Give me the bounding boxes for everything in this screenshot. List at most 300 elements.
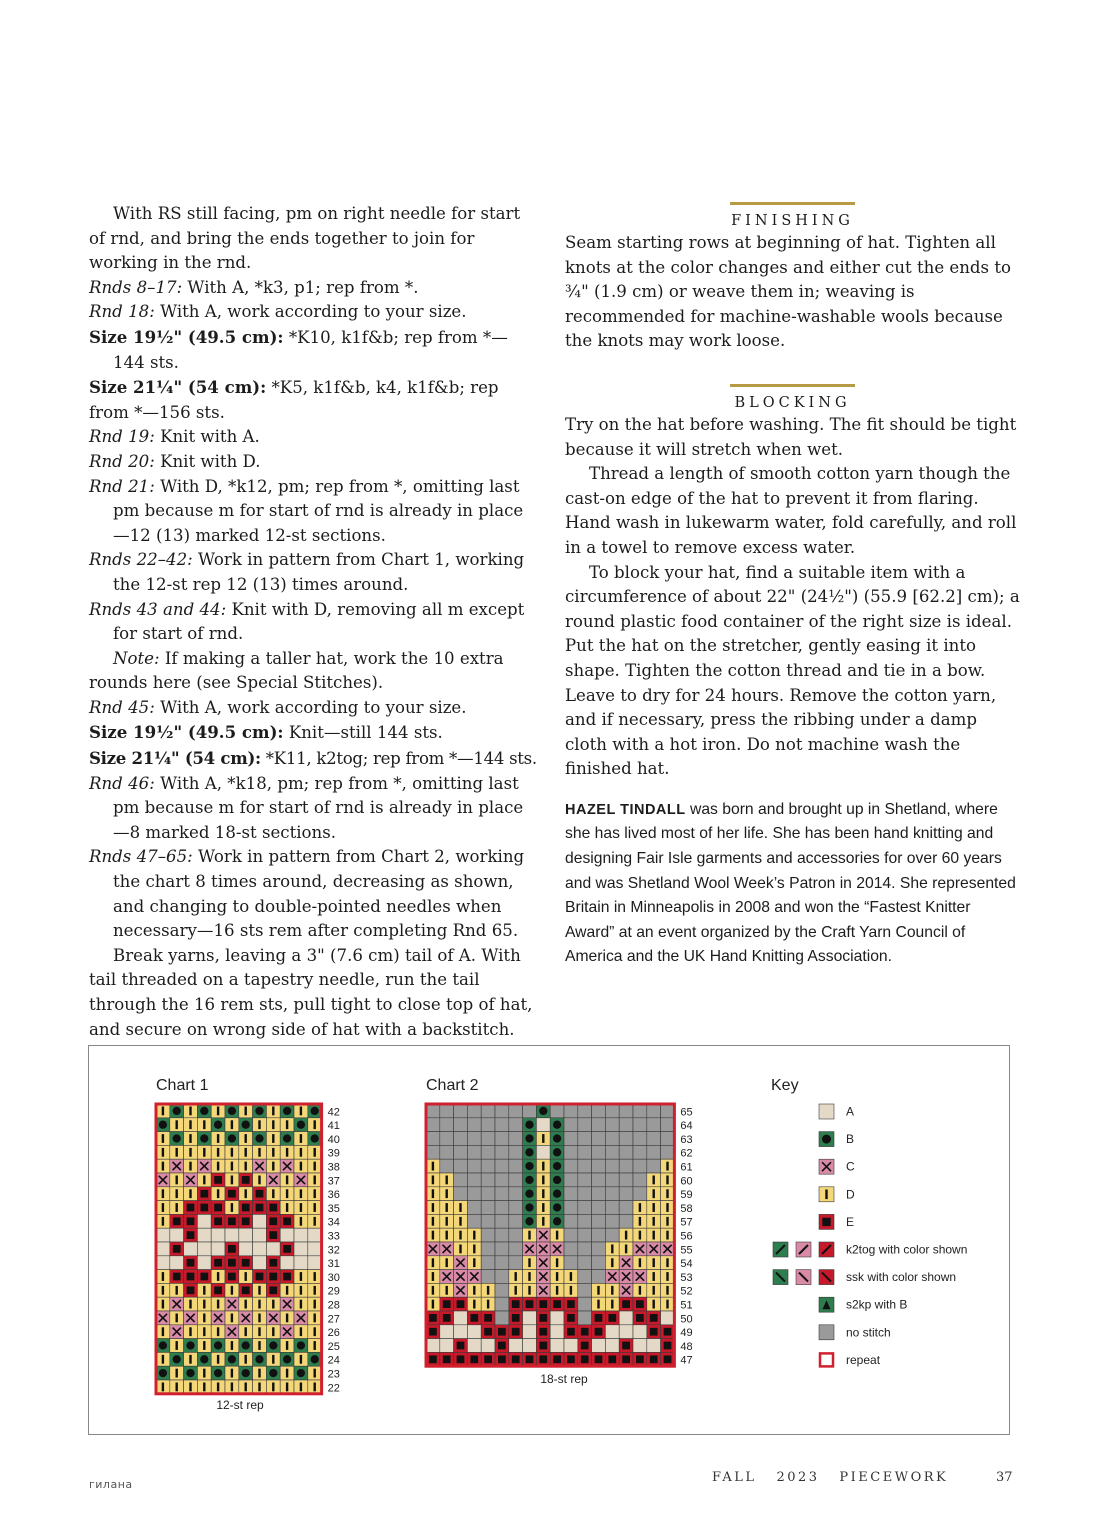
chart1-grid-cell-r18-c11-dot: [311, 1355, 319, 1363]
chart2-grid-cell-r7-c17-bar: [666, 1203, 668, 1212]
chart2-grid-cell-r17-c10: [564, 1339, 578, 1353]
chart1-grid-cell-r19-c8-dot: [269, 1369, 277, 1377]
chart2-grid-cell-r6-c15: [633, 1187, 647, 1201]
chart1-grid-cell-r3-c11-bar: [314, 1148, 316, 1157]
chart2-grid-cell-r6-c9-dot: [553, 1190, 561, 1198]
chart2-grid-cell-r4-c5: [495, 1159, 509, 1173]
blocking-heading: BLOCKING: [734, 394, 851, 411]
chart2-grid-cell-r0-c16: [647, 1104, 661, 1118]
chart1-grid-cell-r13-c6-square: [242, 1286, 250, 1294]
chart2-grid-cell-r6-c17-bar: [666, 1189, 668, 1198]
chart2-grid-cell-r14-c5: [495, 1297, 509, 1311]
chart2-grid-cell-r0-c9: [550, 1104, 564, 1118]
chart2-grid-cell-r14-c14-square: [622, 1300, 630, 1308]
chart1-grid-cell-r20-c2-bar: [189, 1382, 191, 1391]
chart1-grid-cell-r8-c3: [197, 1214, 211, 1228]
chart1-grid-cell-r6-c6-bar: [245, 1189, 247, 1198]
chart2-grid-cell-r0-c15: [633, 1104, 647, 1118]
chart1-grid-cell-r6-c11-bar: [314, 1189, 316, 1198]
chart2-grid-cell-r1-c1: [440, 1118, 454, 1132]
chart2-grid-cell-r13-c16-bar: [653, 1286, 655, 1295]
chart2-grid-cell-r1-c8: [536, 1118, 550, 1132]
chart1-rowlabels-label-14: 28: [327, 1299, 340, 1312]
chart2-grid-cell-r3-c10: [564, 1145, 578, 1159]
chart2-grid-cell-r3-c12: [592, 1145, 606, 1159]
chart2-grid-cell-r6-c12: [592, 1187, 606, 1201]
chart2-grid-cell-r0-c11: [578, 1104, 592, 1118]
chart1-grid-cell-r10-c8: [266, 1242, 280, 1256]
chart2-grid-cell-r6-c1-bar: [446, 1189, 448, 1198]
chart2-grid-cell-r17-c14-square: [622, 1342, 630, 1350]
chart1-grid-cell-r19-c4-dot: [214, 1369, 222, 1377]
chart1-grid-cell-r6-c8-bar: [272, 1189, 274, 1198]
chart1-grid-cell-r6-c0-bar: [162, 1189, 164, 1198]
chart2-grid-cell-r14-c8-square: [539, 1300, 547, 1308]
chart2-grid-cell-r6-c2: [454, 1187, 468, 1201]
chart2-grid-cell-r13-c12-bar: [597, 1286, 599, 1295]
chart1-grid-cell-r4-c2-bar: [189, 1162, 191, 1171]
chart2-grid-cell-r17-c11-square: [581, 1342, 589, 1350]
chart2-grid-cell-r18-c15-square: [636, 1355, 644, 1363]
chart2-grid-cell-r8-c8-bar: [542, 1217, 544, 1226]
chart2-grid-cell-r15-c13-square: [608, 1314, 616, 1322]
chart2-grid-cell-r4-c0-bar: [432, 1162, 434, 1171]
chart1-grid-cell-r16-c7-bar: [258, 1327, 260, 1336]
chart1-grid-cell-r10-c10: [294, 1242, 308, 1256]
chart2-grid-cell-r15-c4-square: [484, 1314, 492, 1322]
chart2-grid-cell-r18-c8-square: [539, 1355, 547, 1363]
chart2-grid-cell-r13-c11: [578, 1283, 592, 1297]
chart2-grid-cell-r18-c17-square: [664, 1355, 672, 1363]
chart2-grid-cell-r3-c8: [536, 1145, 550, 1159]
chart1-grid-cell-r10-c7: [253, 1242, 267, 1256]
chart2-grid-cell-r10-c13-bar: [611, 1244, 613, 1253]
chart1-grid-cell-r7-c2-square: [187, 1204, 195, 1212]
chart2-grid-cell-r18-c13-square: [608, 1355, 616, 1363]
chart1-grid-cell-r12-c9-square: [283, 1273, 291, 1281]
chart2-grid-cell-r1-c16: [647, 1118, 661, 1132]
chart1-grid-cell-r1-c3-bar: [203, 1120, 205, 1129]
size-large-rnd-45: Size 21¼" (54 cm): *K11, k2tog; rep from *—144 sts.: [89, 748, 537, 769]
chart1-rowlabels-label-19: 23: [327, 1368, 340, 1381]
chart2-grid-cell-r9-c11: [578, 1228, 592, 1242]
chart1-grid-cell-r3-c4-bar: [217, 1148, 219, 1157]
chart2-grid-cell-r9-c0-bar: [432, 1231, 434, 1240]
chart2-grid-cell-r5-c11: [578, 1173, 592, 1187]
key-item-A-swatch: [819, 1104, 834, 1119]
chart2-grid-cell-r13-c1-bar: [446, 1286, 448, 1295]
chart2-grid-cell-r18-c4-square: [484, 1355, 492, 1363]
chart1-grid-cell-r1-c1-bar: [176, 1120, 178, 1129]
chart2-grid-cell-r8-c1-bar: [446, 1217, 448, 1226]
chart1-grid-cell-r9-c3: [197, 1228, 211, 1242]
chart2-grid-cell-r9-c2-bar: [459, 1231, 461, 1240]
chart2-grid-cell-r17-c1: [440, 1339, 454, 1353]
chart2-rowlabels-label-4: 61: [680, 1161, 693, 1174]
chart1-rowlabels-label-10: 32: [327, 1244, 340, 1257]
chart2-grid-cell-r17-c12: [592, 1339, 606, 1353]
chart1-grid-cell-r1-c2-bar: [189, 1120, 191, 1129]
chart2-grid-cell-r6-c4: [481, 1187, 495, 1201]
chart1-grid-cell-r5-c11-bar: [314, 1175, 316, 1184]
chart1-grid-cell-r0-c4-bar: [217, 1106, 219, 1115]
chart2-grid-cell-r17-c6: [509, 1339, 523, 1353]
chart2-grid-cell-r11-c0-bar: [432, 1258, 434, 1267]
chart1-grid-cell-r12-c0-bar: [162, 1272, 164, 1281]
chart2-grid-cell-r10-c5: [495, 1242, 509, 1256]
chart1-grid-cell-r10-c6: [239, 1242, 253, 1256]
chart2-grid-cell-r10-c4: [481, 1242, 495, 1256]
chart2-grid-cell-r7-c10: [564, 1201, 578, 1215]
chart2-grid-cell-r6-c7-dot: [525, 1190, 533, 1198]
chart2-grid: [426, 1104, 674, 1366]
chart1-grid-cell-r3-c9-bar: [286, 1148, 288, 1157]
instruction-rnds-47-65: Rnds 47–65: Work in pattern from Chart 2, working the chart 8 times around, decreasing as shown, and changing to double-pointed needles when necessary—16 sts rem after completing Rnd 65.: [89, 847, 525, 941]
chart2-grid-cell-r5-c9-dot: [553, 1176, 561, 1184]
chart2-grid-cell-r11-c5: [495, 1256, 509, 1270]
chart2-grid-cell-r2-c10: [564, 1132, 578, 1146]
chart1-grid-cell-r6-c7-square: [256, 1190, 264, 1198]
chart1-grid-cell-r13-c5-bar: [231, 1286, 233, 1295]
chart1-grid-cell-r12-c6-bar: [245, 1272, 247, 1281]
chart1-grid-cell-r2-c6-bar: [245, 1134, 247, 1143]
chart1-grid-cell-r5-c4-square: [214, 1176, 222, 1184]
chart1-grid-cell-r7-c1-bar: [176, 1203, 178, 1212]
chart2-grid-cell-r5-c13: [605, 1173, 619, 1187]
chart1-grid-cell-r17-c10-dot: [297, 1341, 305, 1349]
chart2-grid-cell-r13-c3-bar: [473, 1286, 475, 1295]
chart1-grid-cell-r5-c3-bar: [203, 1175, 205, 1184]
chart2-grid-cell-r16-c3: [467, 1325, 481, 1339]
chart2-grid-cell-r6-c3: [467, 1187, 481, 1201]
chart1-grid-cell-r19-c3-bar: [203, 1369, 205, 1378]
instruction-rnd-45: Rnd 45: With A, work according to your size.: [89, 697, 467, 717]
chart1-grid-cell-r0-c3-dot: [200, 1107, 208, 1115]
chart1-grid-cell-r19-c11-bar: [314, 1369, 316, 1378]
chart2-grid-cell-r16-c16-square: [650, 1328, 658, 1336]
instruction-rnds-22-42: Rnds 22–42: Work in pattern from Chart 1, working the 12-st rep 12 (13) times around.: [89, 550, 525, 594]
chart1-grid-cell-r6-c1-bar: [176, 1189, 178, 1198]
chart1-grid-cell-r11-c1: [170, 1256, 184, 1270]
chart1-grid-cell-r4-c6-bar: [245, 1162, 247, 1171]
chart2-rowlabels-label-17: 48: [680, 1340, 693, 1353]
chart2-grid-cell-r15-c11: [578, 1311, 592, 1325]
chart1-grid-cell-r7-c8-square: [269, 1204, 277, 1212]
chart2-rowlabels-label-7: 58: [680, 1202, 693, 1215]
chart1-grid-cell-r13-c9-bar: [286, 1286, 288, 1295]
instruction-rnd-21: Rnd 21: With D, *k12, pm; rep from *, omitting last pm because m for start of rnd is already in place—12 (13) marked 12-st sections.: [89, 476, 524, 545]
chart1-grid-cell-r18-c9-dot: [283, 1355, 291, 1363]
chart2-grid-cell-r4-c1: [440, 1159, 454, 1173]
charts-figure: [89, 1046, 1009, 1434]
chart2-grid-cell-r0-c3: [467, 1104, 481, 1118]
chart1-grid-cell-r10-c9-square: [283, 1245, 291, 1253]
chart2-grid-cell-r18-c6-square: [512, 1355, 520, 1363]
author-bio: HAZEL TINDALL was born and brought up in Shetland, where she has lived most of her life. She has been hand knitting and designing Fair Isle garments and accessories for over 60 years and was Shetland Wool Week’s Patron in 2014. She represented Britain in Minneapolis in 2008 and won the “Fastest Knitter Award” at an event organized by the Craft Yarn Council of America and the UK Hand Knitting Association.: [565, 800, 1016, 966]
chart1-grid-cell-r7-c10-bar: [300, 1203, 302, 1212]
chart1-rowlabels-label-5: 37: [327, 1175, 340, 1188]
chart2-grid-cell-r14-c15-square: [636, 1300, 644, 1308]
chart2-grid-cell-r7-c14: [619, 1201, 633, 1215]
chart2-grid-cell-r16-c0-square: [429, 1328, 437, 1336]
chart1-grid-cell-r12-c2-square: [187, 1273, 195, 1281]
chart1-grid-cell-r11-c7: [253, 1256, 267, 1270]
chart1-rowlabels-label-9: 33: [327, 1230, 340, 1243]
chart2-grid-cell-r14-c17-bar: [666, 1300, 668, 1309]
chart2-grid-cell-r3-c3: [467, 1145, 481, 1159]
chart2-grid-cell-r0-c7: [523, 1104, 537, 1118]
chart2-grid-cell-r18-c16-square: [650, 1355, 658, 1363]
chart1-grid-cell-r14-c8-bar: [272, 1300, 274, 1309]
chart1-grid-cell-r19-c5-bar: [231, 1369, 233, 1378]
key-item-A-label: A: [846, 1104, 855, 1119]
chart1-grid-cell-r7-c5-bar: [231, 1203, 233, 1212]
chart1-grid-cell-r10-c0: [156, 1242, 170, 1256]
chart2-grid-cell-r13-c0-bar: [432, 1286, 434, 1295]
chart1-grid-cell-r18-c0-bar: [162, 1355, 164, 1364]
chart2-grid-cell-r1-c14: [619, 1118, 633, 1132]
chart2-grid-cell-r0-c4: [481, 1104, 495, 1118]
chart1-grid-cell-r11-c0: [156, 1256, 170, 1270]
chart2-grid-cell-r7-c11: [578, 1201, 592, 1215]
chart2-rowlabels-label-2: 63: [680, 1133, 693, 1146]
chart1-grid-cell-r19-c9-bar: [286, 1369, 288, 1378]
chart2-grid-cell-r2-c2: [454, 1132, 468, 1146]
chart1-grid-cell-r12-c4-bar: [217, 1272, 219, 1281]
chart1-grid-cell-r1-c10-dot: [297, 1121, 305, 1129]
chart2-grid-cell-r7-c8-bar: [542, 1203, 544, 1212]
chart1-rowlabels-label-18: 24: [327, 1354, 340, 1367]
chart1-grid-cell-r2-c4-bar: [217, 1134, 219, 1143]
size-small-rnd-18: Size 19½" (49.5 cm): *K10, k1f&b; rep from *—144 sts.: [89, 326, 508, 372]
chart2-grid-cell-r8-c9-dot: [553, 1217, 561, 1225]
chart2-grid-cell-r11-c7-bar: [528, 1258, 530, 1267]
chart1-grid-cell-r11-c11: [308, 1256, 322, 1270]
chart2-grid-cell-r17-c4: [481, 1339, 495, 1353]
chart1-grid-cell-r8-c8-square: [269, 1217, 277, 1225]
chart2-grid-cell-r17-c17-square: [664, 1342, 672, 1350]
chart2-grid-cell-r17-c0: [426, 1339, 440, 1353]
chart2-grid-cell-r5-c2: [454, 1173, 468, 1187]
blocking-rule: [730, 384, 855, 387]
key-item-repeat-label: repeat: [846, 1352, 881, 1367]
chart2-grid-cell-r17-c2-square: [457, 1342, 465, 1350]
chart2-grid-cell-r1-c5: [495, 1118, 509, 1132]
chart1-grid-cell-r20-c10-bar: [300, 1382, 302, 1391]
chart1-grid-cell-r19-c1-bar: [176, 1369, 178, 1378]
chart1-grid-cell-r17-c8-dot: [269, 1341, 277, 1349]
chart1-grid-cell-r0-c10-bar: [300, 1106, 302, 1115]
chart2-grid-cell-r12-c10-bar: [570, 1272, 572, 1281]
chart1-grid-cell-r4-c5-bar: [231, 1162, 233, 1171]
chart2-grid-cell-r16-c10-square: [567, 1328, 575, 1336]
chart2-grid-cell-r8-c14: [619, 1214, 633, 1228]
chart2-grid-cell-r2-c7-dot: [525, 1134, 533, 1142]
footer-issue: FALL 2023 PIECEWORK: [712, 1470, 949, 1485]
chart2-grid-cell-r18-c9-square: [553, 1355, 561, 1363]
chart1-grid-cell-r6-c5-square: [228, 1190, 236, 1198]
chart1-grid-cell-r18-c7-dot: [255, 1355, 263, 1363]
chart2-grid-cell-r3-c6: [509, 1145, 523, 1159]
chart1-grid-cell-r18-c5-dot: [228, 1355, 236, 1363]
chart2-grid-cell-r1-c15: [633, 1118, 647, 1132]
chart1-grid-cell-r2-c0-bar: [162, 1134, 164, 1143]
chart1-rowlabels-label-1: 41: [327, 1120, 340, 1133]
note-paragraph: Note: If making a taller hat, work the 10 extra rounds here (see Special Stitches).: [89, 648, 504, 693]
chart2-rowlabels-label-10: 55: [680, 1244, 693, 1257]
chart1-grid-cell-r9-c8-square: [269, 1231, 277, 1239]
chart2-grid-cell-r11-c9-bar: [556, 1258, 558, 1267]
chart2-grid-cell-r1-c0: [426, 1118, 440, 1132]
chart2-rowlabels-label-11: 54: [680, 1258, 693, 1271]
chart2-grid-cell-r3-c4: [481, 1145, 495, 1159]
chart1-grid-cell-r2-c8-bar: [272, 1134, 274, 1143]
chart1-grid-cell-r8-c5-square: [228, 1217, 236, 1225]
chart1-grid-cell-r19-c2-dot: [186, 1369, 194, 1377]
chart2-grid-cell-r14-c4-bar: [487, 1300, 489, 1309]
chart2-grid-cell-r8-c13: [605, 1214, 619, 1228]
chart1-grid-cell-r15-c7-bar: [258, 1313, 260, 1322]
chart1-grid-cell-r12-c7-square: [256, 1273, 264, 1281]
chart2-rowlabels-label-1: 64: [680, 1120, 693, 1133]
chart2-grid-cell-r11-c6: [509, 1256, 523, 1270]
chart1-grid-cell-r3-c6-bar: [245, 1148, 247, 1157]
key-item-B-swatch-dot: [822, 1135, 831, 1144]
chart1-grid-cell-r14-c0-bar: [162, 1300, 164, 1309]
chart2-grid-cell-r18-c14-square: [622, 1355, 630, 1363]
chart2-grid-cell-r11-c11: [578, 1256, 592, 1270]
chart2-grid-cell-r2-c4: [481, 1132, 495, 1146]
chart1-grid-cell-r11-c8-square: [269, 1259, 277, 1267]
chart1-grid-cell-r3-c3-bar: [203, 1148, 205, 1157]
instruction-rnd-19: Rnd 19: Knit with A.: [89, 427, 260, 447]
chart2-title: Chart 2: [426, 1077, 479, 1094]
chart2-grid-cell-r14-c12-bar: [597, 1300, 599, 1309]
chart1-grid-cell-r8-c2-square: [187, 1217, 195, 1225]
chart1-grid-cell-r17-c5-bar: [231, 1341, 233, 1350]
chart1-rowlabels-label-3: 39: [327, 1147, 340, 1160]
chart1-grid-cell-r11-c2-square: [187, 1259, 195, 1267]
chart1-rowlabels-label-20: 22: [327, 1382, 340, 1395]
chart2-grid-cell-r3-c0: [426, 1145, 440, 1159]
chart1-grid-cell-r0-c9-dot: [283, 1107, 291, 1115]
chart2-grid-cell-r15-c8-square: [539, 1314, 547, 1322]
chart2-grid-cell-r18-c7-square: [526, 1355, 534, 1363]
chart2-grid-cell-r7-c15-bar: [639, 1203, 641, 1212]
chart1-grid-cell-r12-c8-square: [269, 1273, 277, 1281]
chart2-grid-cell-r15-c6-square: [512, 1314, 520, 1322]
chart2-rowlabels-label-5: 60: [680, 1175, 693, 1188]
chart1-grid-cell-r14-c6-bar: [245, 1300, 247, 1309]
chart1-grid-cell-r9-c9: [280, 1228, 294, 1242]
chart1-grid-cell-r10-c5-square: [228, 1245, 236, 1253]
chart1-grid-cell-r15-c9-bar: [286, 1313, 288, 1322]
chart2-grid-cell-r7-c2-bar: [459, 1203, 461, 1212]
chart1-grid-cell-r0-c2-bar: [189, 1106, 191, 1115]
chart2-grid-cell-r8-c10: [564, 1214, 578, 1228]
chart2-grid-cell-r8-c5: [495, 1214, 509, 1228]
chart1-grid-cell-r18-c3-dot: [200, 1355, 208, 1363]
chart2-grid-cell-r18-c0-square: [429, 1355, 437, 1363]
chart1-grid-cell-r7-c7-square: [256, 1204, 264, 1212]
chart2-grid-cell-r2-c14: [619, 1132, 633, 1146]
chart2-grid-cell-r4-c11: [578, 1159, 592, 1173]
chart2-grid-cell-r17-c15: [633, 1339, 647, 1353]
chart2-grid-cell-r4-c12: [592, 1159, 606, 1173]
chart2-grid-cell-r1-c9-dot: [553, 1121, 561, 1129]
chart1-rowlabels-label-12: 30: [327, 1271, 340, 1284]
chart2-grid-cell-r16-c8-square: [539, 1328, 547, 1336]
chart2-grid-cell-r4-c6: [509, 1159, 523, 1173]
chart1-grid-cell-r3-c0-bar: [162, 1148, 164, 1157]
chart2-grid-cell-r12-c0-bar: [432, 1272, 434, 1281]
chart1-grid-cell-r7-c4-square: [214, 1204, 222, 1212]
chart1-grid-cell-r19-c0-dot: [159, 1369, 167, 1377]
chart2-grid-cell-r0-c6: [509, 1104, 523, 1118]
chart2-grid-cell-r2-c1: [440, 1132, 454, 1146]
chart2-grid-cell-r9-c4: [481, 1228, 495, 1242]
chart2-grid-cell-r9-c5: [495, 1228, 509, 1242]
chart2-grid-cell-r8-c0-bar: [432, 1217, 434, 1226]
key-item-k2tog-label: k2tog with color shown: [846, 1242, 968, 1257]
chart1-grid-cell-r17-c3-bar: [203, 1341, 205, 1350]
chart2-grid-cell-r5-c4: [481, 1173, 495, 1187]
chart1-grid-cell-r9-c5: [225, 1228, 239, 1242]
chart1-rowlabels-label-8: 34: [327, 1216, 340, 1229]
finishing-heading: FINISHING: [731, 213, 854, 229]
chart1-rowlabels-label-4: 38: [327, 1161, 340, 1174]
chart2-grid-cell-r7-c1-bar: [446, 1203, 448, 1212]
chart1-grid-cell-r20-c0-bar: [162, 1382, 164, 1391]
chart2-grid-cell-r11-c12: [592, 1256, 606, 1270]
chart1-grid-cell-r14-c11-bar: [314, 1300, 316, 1309]
chart1-rowlabels-label-13: 29: [327, 1285, 340, 1298]
chart2-grid-cell-r0-c2: [454, 1104, 468, 1118]
chart2-grid-cell-r11-c10: [564, 1256, 578, 1270]
chart1-grid-cell-r16-c6-bar: [245, 1327, 247, 1336]
chart2-grid-cell-r18-c10-square: [567, 1355, 575, 1363]
chart2-grid-cell-r7-c13: [605, 1201, 619, 1215]
chart1-grid-cell-r7-c0-bar: [162, 1203, 164, 1212]
chart1-grid-cell-r12-c3-square: [200, 1273, 208, 1281]
chart1-grid-cell-r15-c1-bar: [176, 1313, 178, 1322]
chart2-grid-cell-r12-c11: [578, 1270, 592, 1284]
chart2-grid-cell-r5-c5: [495, 1173, 509, 1187]
intro-paragraph: With RS still facing, pm on right needle for start of rnd, and bring the ends together to join for working in the rnd.: [89, 204, 521, 273]
blocking-paragraph-3: To block your hat, find a suitable item with a circumference of about 22" (24½") (55.9 [62.2] cm); a round plastic food container of the right size is ideal. Put the hat on the stretcher, gently easing it into shape. Tighten the cotton thread and tie in a bow. Leave to dry for 24 hours. Remove the cotton yarn, and if necessary, press the ribbing under a damp cloth with a hot iron. Do not machine wash the finished hat.: [565, 562, 1020, 779]
chart2-grid-cell-r8-c15-bar: [639, 1217, 641, 1226]
chart2-grid-cell-r9-c3-bar: [473, 1231, 475, 1240]
chart1-grid-cell-r3-c7-bar: [258, 1148, 260, 1157]
size-large-rnd-18: Size 21¼" (54 cm): *K5, k1f&b, k4, k1f&b; rep from *—156 sts.: [89, 377, 499, 422]
key-item-E-label: E: [846, 1214, 855, 1229]
chart2-grid-cell-r2-c13: [605, 1132, 619, 1146]
chart2-rowlabels-label-12: 53: [680, 1271, 693, 1284]
chart2-grid-cell-r11-c3-bar: [473, 1258, 475, 1267]
chart2-grid-cell-r3-c1: [440, 1145, 454, 1159]
chart2-grid-cell-r15-c16-square: [650, 1314, 658, 1322]
chart1-caption: 12-st rep: [216, 1398, 264, 1412]
chart2-grid-cell-r9-c1-bar: [446, 1231, 448, 1240]
instruction-rnds-8-17: Rnds 8–17: With A, *k3, p1; rep from *.: [89, 277, 419, 297]
chart1-grid-cell-r2-c1-dot: [173, 1134, 181, 1142]
chart1-grid-cell-r6-c2-bar: [189, 1189, 191, 1198]
chart1-grid-cell-r17-c9-bar: [286, 1341, 288, 1350]
chart2-grid-cell-r11-c13-bar: [611, 1258, 613, 1267]
chart2-grid-cell-r1-c13: [605, 1118, 619, 1132]
chart1-grid-cell-r12-c11-bar: [314, 1272, 316, 1281]
chart1-grid-cell-r1-c6-dot: [242, 1121, 250, 1129]
